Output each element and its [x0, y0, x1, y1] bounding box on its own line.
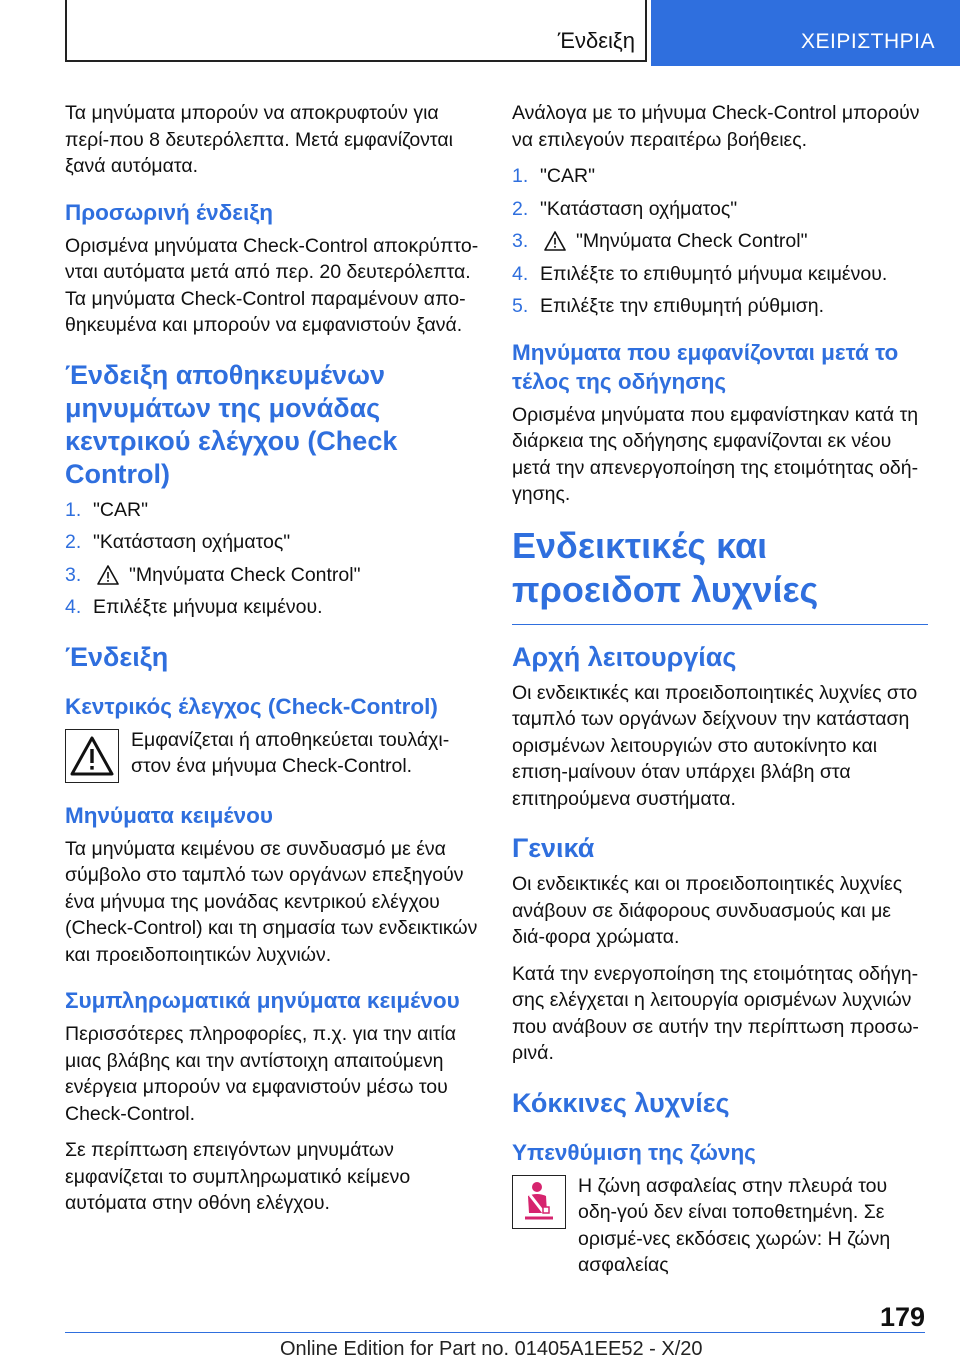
list-item — [512, 261, 928, 288]
step-text: "Κατάσταση οχήματος" — [540, 197, 738, 220]
principle-heading: Αρχή λειτουργίας — [512, 641, 737, 672]
list-item — [65, 497, 485, 524]
left-column — [65, 100, 485, 1227]
step-number: 5. — [512, 295, 529, 317]
step-number: 4. — [65, 596, 82, 618]
after-driving-text: Ορισμένα μηνύματα που εμφανίστηκαν κατά τη διάρκεια της οδήγησης εμφανίζονται εκ νέου μετά την απενεργοποίηση της ετοιμότητας οδή-γησης. — [512, 403, 919, 505]
step-number: 1. — [65, 498, 82, 521]
belt-reminder-row — [512, 1173, 928, 1279]
general-text-2: Κατά την ενεργοποίηση της ετοιμότητας οδήγη-σης ελέγχεται η λειτουργία ορισμένων λυχνιών που ανάβουν σε αυτήν την περίπτωση προσω-ρινά. — [512, 962, 919, 1064]
right-steps — [512, 163, 928, 320]
belt-reminder-text: Η ζώνη ασφαλείας στην πλευρά του οδη-γού δεν είναι τοποθετημένη. Σε ορισμέ-νες εκδόσεις χωρών: Η ζώνη ασφαλείας — [578, 1174, 891, 1276]
list-item — [512, 293, 928, 320]
principle-text: Οι ενδεικτικές και προειδοποιητικές λυχνίες στο ταμπλό των οργάνων δείχνουν την κατάσταση ορισμένων λειτουργιών στο αυτοκίνητο και επιση-μαίνουν όταν υπάρχει βλάβη στα επιτηρούμενα συστήματα. — [512, 681, 918, 810]
supplementary-text-2: Σε περίπτωση επειγόντων μηνυμάτων εμφανίζεται το συμπληρωματικό κείμενο αυτόματα στην οθόνη ελέγχου. — [65, 1139, 411, 1214]
step-text: Επιλέξτε το επιθυμητό μήνυμα κειμένου. — [540, 262, 888, 285]
text-messages-text: Τα μηνύματα κειμένου σε συνδυασμό με ένα σύμβολο στο ταμπλό των οργάνων επεξηγούν ένα μήνυμα της μονάδας κεντρικού ελέγχου (Check-Control) και τη σημασία των ενδεικτικών και προειδοποιητικών λυχνιών. — [65, 837, 478, 966]
footer-divider — [65, 1332, 925, 1333]
text-messages-heading: Μηνύματα κειμένου — [65, 802, 273, 828]
left-steps — [65, 497, 485, 621]
temp-display-heading: Προσωρινή ένδειξη — [65, 199, 273, 225]
header-chapter-tab — [651, 0, 960, 66]
step-text: "Μηνύματα Check Control" — [129, 563, 361, 586]
page-number: 179 — [880, 1302, 926, 1332]
step-number: 3. — [512, 230, 529, 252]
list-item — [65, 562, 485, 589]
footer-edition: Online Edition for Part no. 01405A1EE52 - X/20 — [280, 1338, 703, 1360]
temp-display-text: Ορισμένα μηνύματα Check-Control αποκρύπτο-νται αυτόματα μετά από περ. 20 δευτερόλεπτα. Τα μηνύματα Check-Control παραμένουν απο-θηκευμένα και μπορούν να εμφανιστούν ξανά. — [65, 234, 479, 336]
red-lamps-heading: Κόκκινες λυχνίες — [512, 1087, 730, 1118]
left-intro: Τα μηνύματα μπορούν να αποκρυφτούν για περί-που 8 δευτερόλεπτα. Μετά εμφανίζονται ξανά αυτόματα. — [65, 102, 453, 177]
step-text: "Κατάσταση οχήματος" — [93, 531, 291, 553]
right-intro: Ανάλογα με το μήνυμα Check-Control μπορούν να επιλεγούν περαιτέρω βοήθειες. — [512, 102, 920, 151]
warning-icon — [544, 231, 566, 251]
step-text: "CAR" — [540, 165, 596, 187]
belt-reminder-heading: Υπενθύμιση της ζώνης — [512, 1139, 756, 1165]
header-chapter-title: ΧΕΙΡΙΣΤΗΡΙΑ — [801, 30, 936, 53]
warning-icon — [65, 729, 119, 783]
lamps-heading: Ενδεικτικές και προειδοπ λυχνίες — [512, 524, 819, 610]
list-item — [512, 163, 928, 190]
step-number: 3. — [65, 563, 82, 586]
section-divider — [512, 624, 928, 625]
right-column — [512, 100, 928, 1293]
supplementary-text-1: Περισσότερες πληροφορίες, π.χ. για την αιτία μιας βλάβης και την αντίστοιχη απαιτούμενη ενέργεια μπορούν να εμφανιστούν μέσω του Check-Control. — [65, 1023, 457, 1125]
step-text: Επιλέξτε μήνυμα κειμένου. — [93, 596, 323, 618]
seatbelt-icon — [512, 1175, 566, 1229]
list-item — [65, 529, 485, 556]
step-text: "CAR" — [93, 498, 149, 521]
step-number: 2. — [512, 197, 529, 220]
step-number: 2. — [65, 531, 82, 553]
warning-icon — [97, 565, 119, 585]
general-heading: Γενικά — [512, 833, 595, 863]
display-heading: Ένδειξη — [65, 641, 169, 672]
list-item — [512, 228, 928, 255]
list-item — [65, 594, 485, 621]
after-driving-heading: Μηνύματα που εμφανίζονται μετά το τέλος της οδήγησης — [512, 339, 899, 394]
general-text-1: Οι ενδεικτικές και οι προειδοποιητικές λυχνίες ανάβουν σε διάφορους συνδυασμούς και με διά-φορα χρώματα. — [512, 873, 903, 948]
step-text: "Μηνύματα Check Control" — [576, 230, 808, 252]
header-section-box — [65, 0, 647, 62]
step-number: 1. — [512, 165, 529, 187]
supplementary-heading: Συμπληρωματικά μηνύματα κειμένου — [65, 988, 460, 1013]
step-number: 4. — [512, 262, 529, 285]
header-section-title: Ένδειξη — [557, 28, 635, 53]
step-text: Επιλέξτε την επιθυμητή ρύθμιση. — [540, 295, 824, 317]
check-control-text: Εμφανίζεται ή αποθηκεύεται τουλάχι-στον ένα μήνυμα Check-Control. — [131, 728, 450, 777]
check-control-heading: Κεντρικός έλεγχος (Check-Control) — [65, 693, 438, 719]
check-control-row — [65, 727, 485, 783]
stored-messages-heading: Ένδειξη αποθηκευμένων μηνυμάτων της μονάδας κεντρικού ελέγχου (Check Control) — [65, 359, 398, 489]
list-item — [512, 196, 928, 223]
